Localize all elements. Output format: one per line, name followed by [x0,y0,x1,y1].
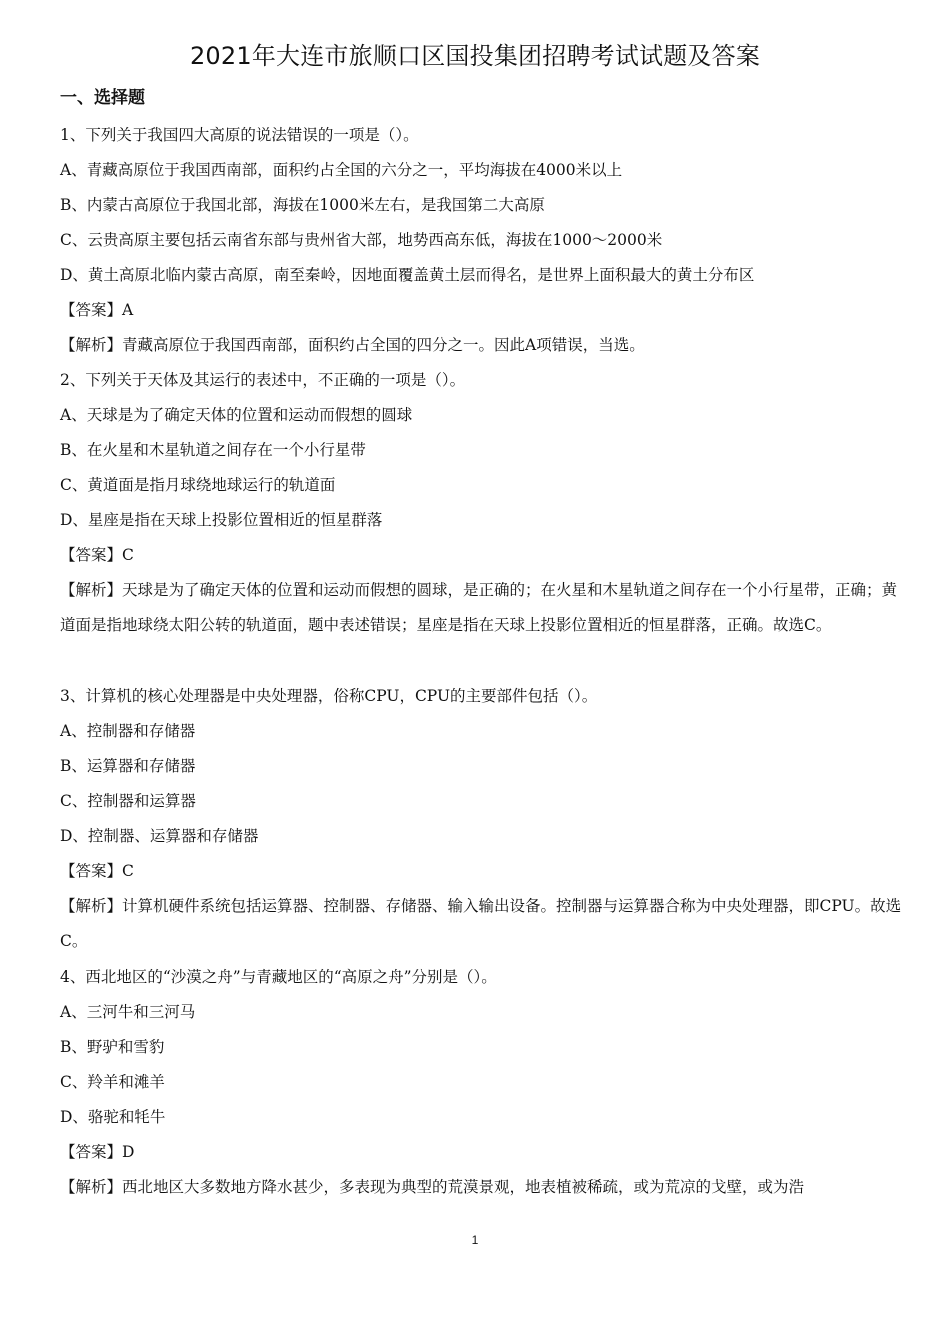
question-4-answer: 【答案】D [60,1143,135,1161]
question-3-answer: 【答案】C [60,862,134,880]
question-3-option-a: A、控制器和存储器 [60,722,196,740]
question-2-option-a: A、天球是为了确定天体的位置和运动而假想的圆球 [60,406,413,424]
question-4-analysis: 【解析】西北地区大多数地方降水甚少，多表现为典型的荒漠景观，地表植被稀疏，或为荒凉的戈壁，或为浩 [60,1178,805,1196]
question-4-option-a: A、三河牛和三河马 [60,1003,196,1021]
question-1-answer: 【答案】A [60,301,134,319]
question-3-stem: 3、计算机的核心处理器是中央处理器，俗称CPU，CPU的主要部件包括（）。 [60,687,598,705]
question-4-option-d: D、骆驼和牦牛 [60,1108,166,1126]
question-1-analysis: 【解析】青藏高原位于我国西南部，面积约占全国的四分之一。因此A项错误，当选。 [60,336,645,354]
question-1-option-b: B、内蒙古高原位于我国北部，海拔在1000米左右，是我国第二大高原 [60,196,545,214]
question-1-option-c: C、云贵高原主要包括云南省东部与贵州省大部，地势西高东低，海拔在1000～2000米 [60,231,663,249]
section-heading: 一、选择题 [60,88,145,108]
question-3-option-c: C、控制器和运算器 [60,792,196,810]
page-number: 1 [471,1233,479,1247]
question-3-analysis: 【解析】计算机硬件系统包括运算器、控制器、存储器、输入输出设备。控制器与运算器合称为中央处理器，即CPU。故选C。 [60,897,902,950]
question-2-stem: 2、下列关于天体及其运行的表述中，不正确的一项是（）。 [60,371,466,389]
question-4-stem: 4、西北地区的“沙漠之舟”与青藏地区的“高原之舟”分别是（）。 [60,968,497,986]
document-title: 2021年大连市旅顺口区国投集团招聘考试试题及答案 [189,42,761,70]
question-2-option-d: D、星座是指在天球上投影位置相近的恒星群落 [60,511,383,529]
question-2-option-c: C、黄道面是指月球绕地球运行的轨道面 [60,476,336,494]
question-2-answer: 【答案】C [60,546,134,564]
question-1-option-d: D、黄土高原北临内蒙古高原，南至秦岭，因地面覆盖黄土层而得名，是世界上面积最大的黄土分布区 [60,266,755,284]
question-2-analysis: 【解析】天球是为了确定天体的位置和运动而假想的圆球，是正确的；在火星和木星轨道之间存在一个小行星带，正确；黄道面是指地球绕太阳公转的轨道面，题中表述错误；星座是指在天球上投影位置相近的恒星群落，正确。故选C。 [60,581,898,634]
question-1-stem: 1、下列关于我国四大高原的说法错误的一项是（）。 [60,126,419,144]
question-1-option-a: A、青藏高原位于我国西南部，面积约占全国的六分之一，平均海拔在4000米以上 [60,161,623,179]
question-3-option-d: D、控制器、运算器和存储器 [60,827,259,845]
question-2-option-b: B、在火星和木星轨道之间存在一个小行星带 [60,441,366,459]
question-4-option-c: C、羚羊和滩羊 [60,1073,165,1091]
question-3-option-b: B、运算器和存储器 [60,757,196,775]
question-4-option-b: B、野驴和雪豹 [60,1038,165,1056]
